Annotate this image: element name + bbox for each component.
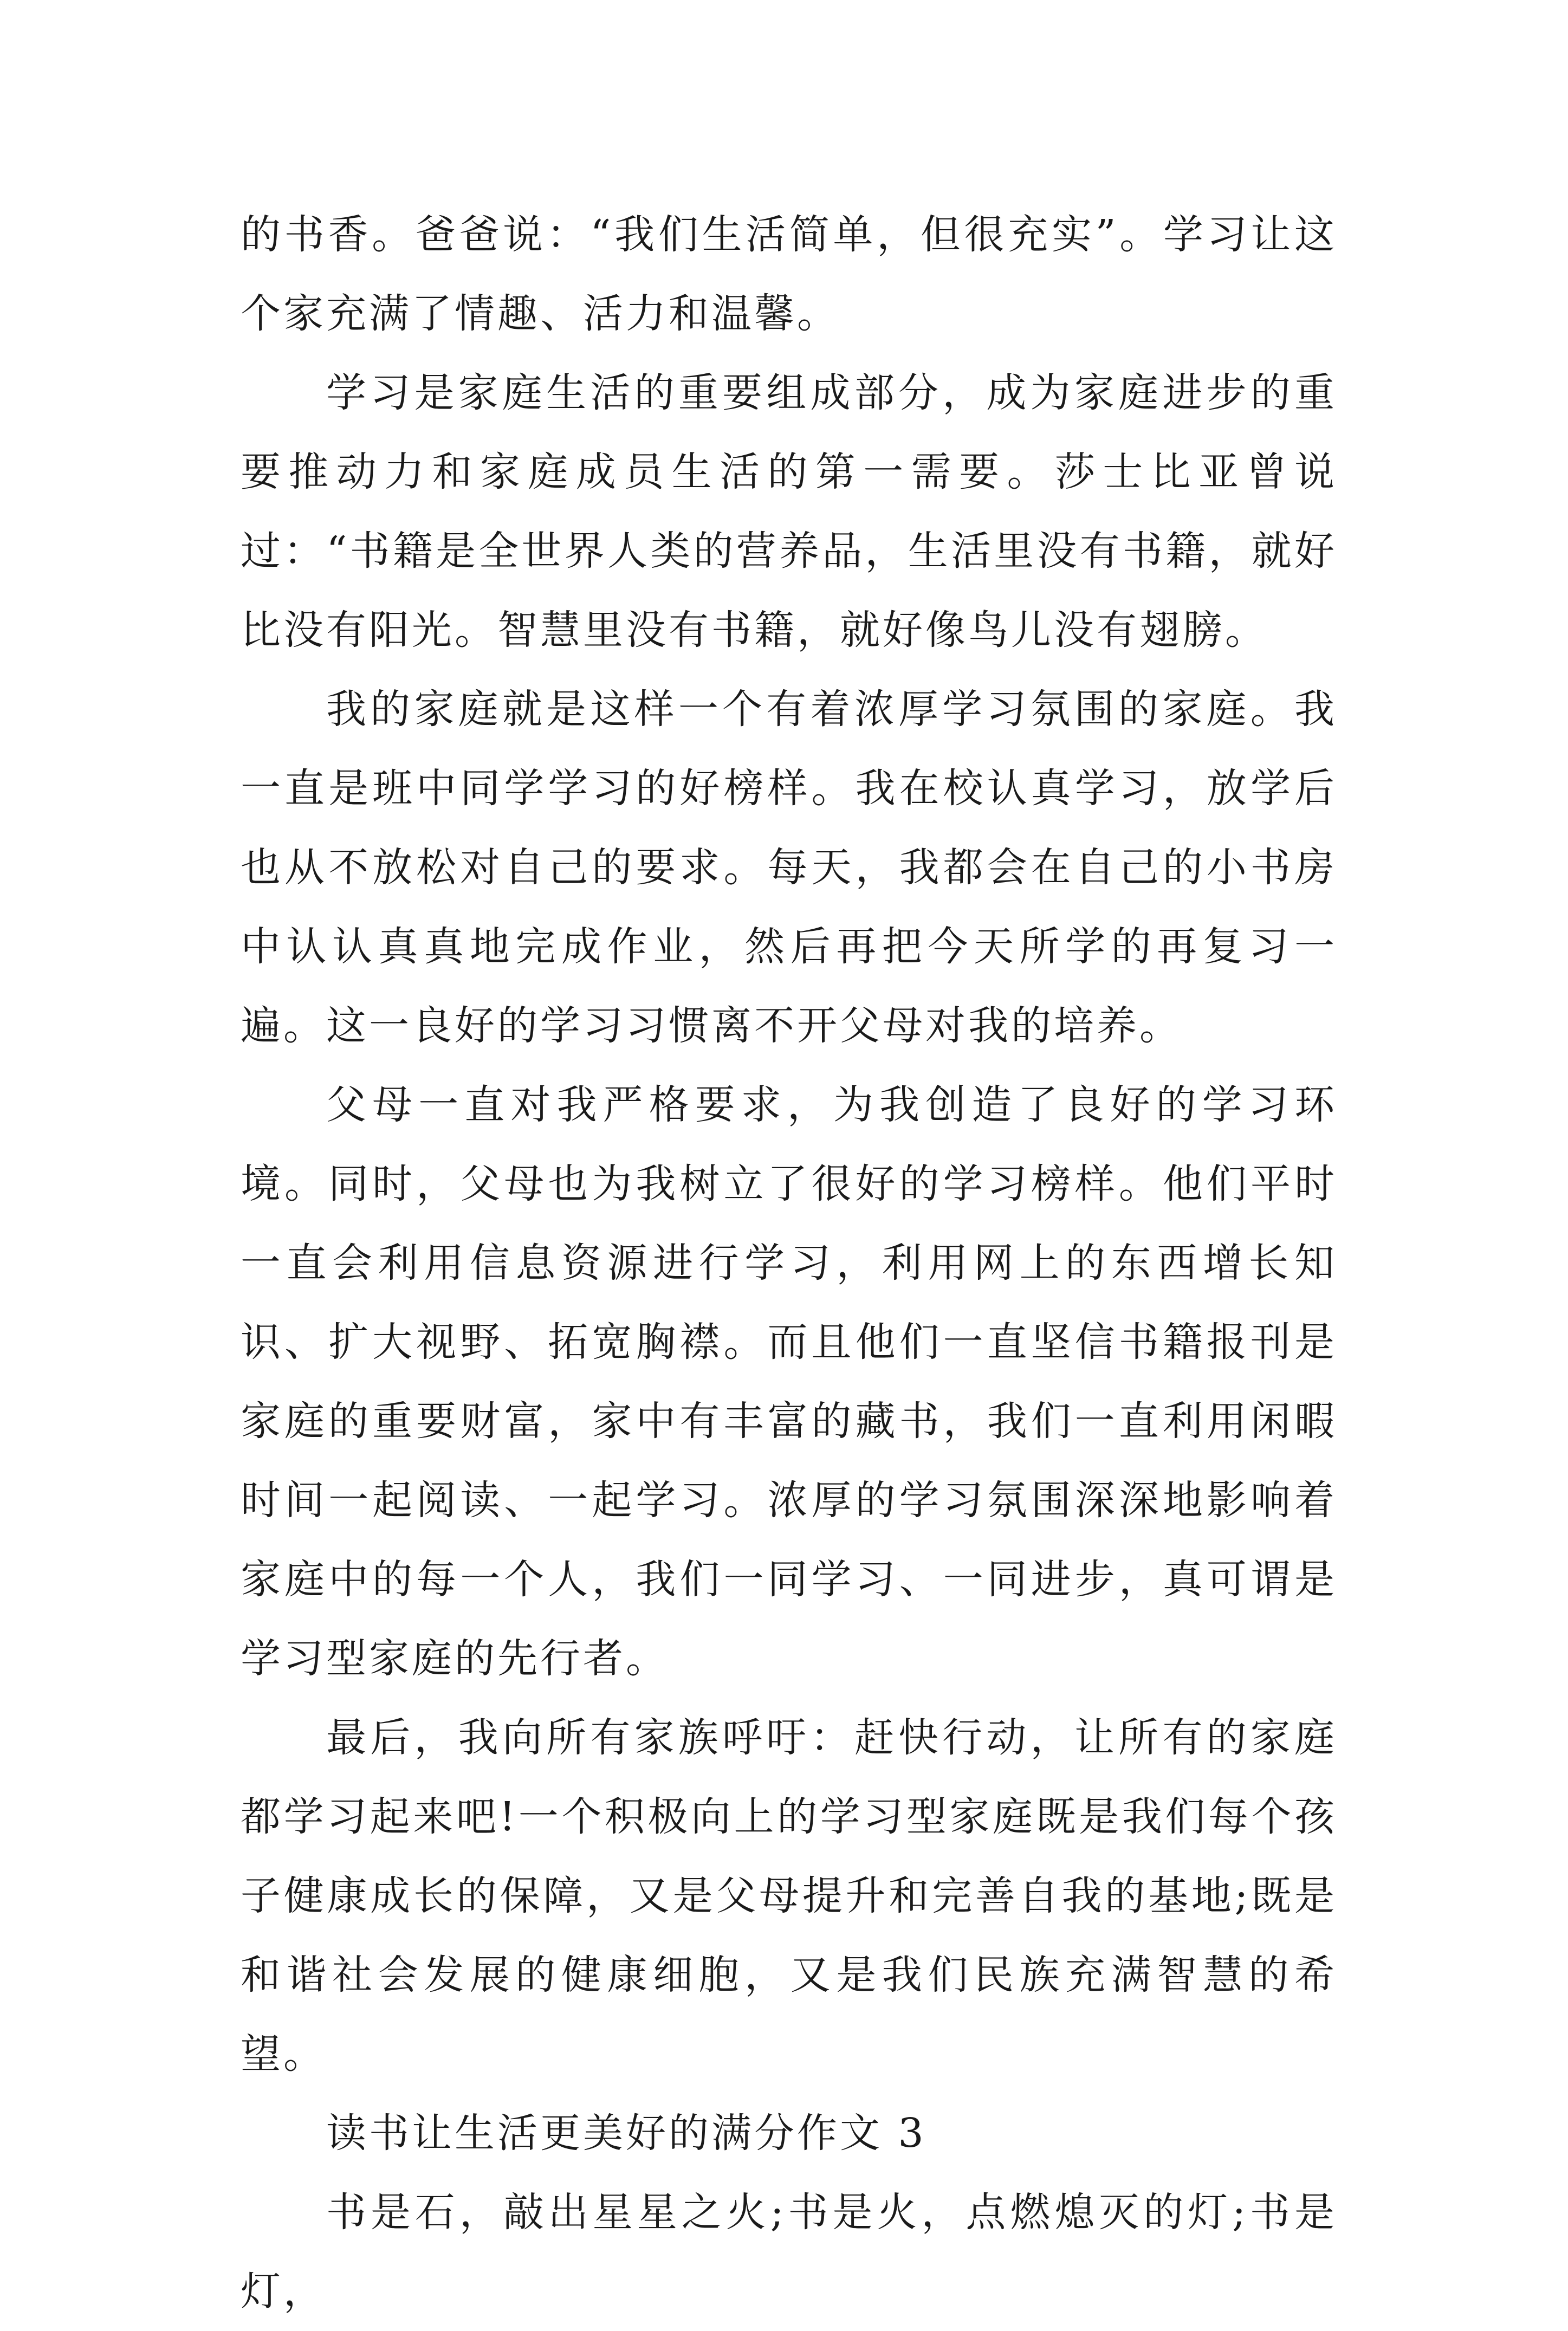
- paragraph-5: 最后，我向所有家族呼吁：赶快行动，让所有的家庭都学习起来吧!一个积极向上的学习型家庭既是我们每个孩子健康成长的保障，又是父母提升和完善自我的基地;既是和谐社会发展的健康细胞，又是我们民族充满智慧的希望。: [241, 1714, 1337, 2077]
- paragraph-2: 学习是家庭生活的重要组成部分，成为家庭进步的重要推动力和家庭成员生活的第一需要。莎士比亚曾说过：“书籍是全世界人类的营养品，生活里没有书籍，就好比没有阳光。智慧里没有书籍，就好像鸟儿没有翅膀。: [241, 370, 1337, 653]
- paragraph-1: 的书香。爸爸说：“我们生活简单，但很充实”。学习让这个家充满了情趣、活力和温馨。: [241, 211, 1337, 337]
- paragraph-3: 我的家庭就是这样一个有着浓厚学习氛围的家庭。我一直是班中同学学习的好榜样。我在校认真学习，放学后也从不放松对自己的要求。每天，我都会在自己的小书房中认认真真地完成作业，然后再把今天所学的再复习一遍。这一良好的学习习惯离不开父母对我的培养。: [241, 686, 1337, 1049]
- document-body: [241, 195, 1337, 2331]
- section-heading: 读书让生活更美好的满分作文 3: [326, 2110, 926, 2157]
- paragraph-6: 书是石，敲出星星之火;书是火，点燃熄灭的灯;书是灯，: [241, 2189, 1337, 2315]
- paragraph-4: 父母一直对我严格要求，为我创造了良好的学习环境。同时，父母也为我树立了很好的学习榜样。他们平时一直会利用信息资源进行学习，利用网上的东西增长知识、扩大视野、拓宽胸襟。而且他们一直坚信书籍报刊是家庭的重要财富，家中有丰富的藏书，我们一直利用闲暇时间一起阅读、一起学习。浓厚的学习氛围深深地影响着家庭中的每一个人，我们一同学习、一同进步，真可谓是学习型家庭的先行者。: [241, 1082, 1337, 1682]
